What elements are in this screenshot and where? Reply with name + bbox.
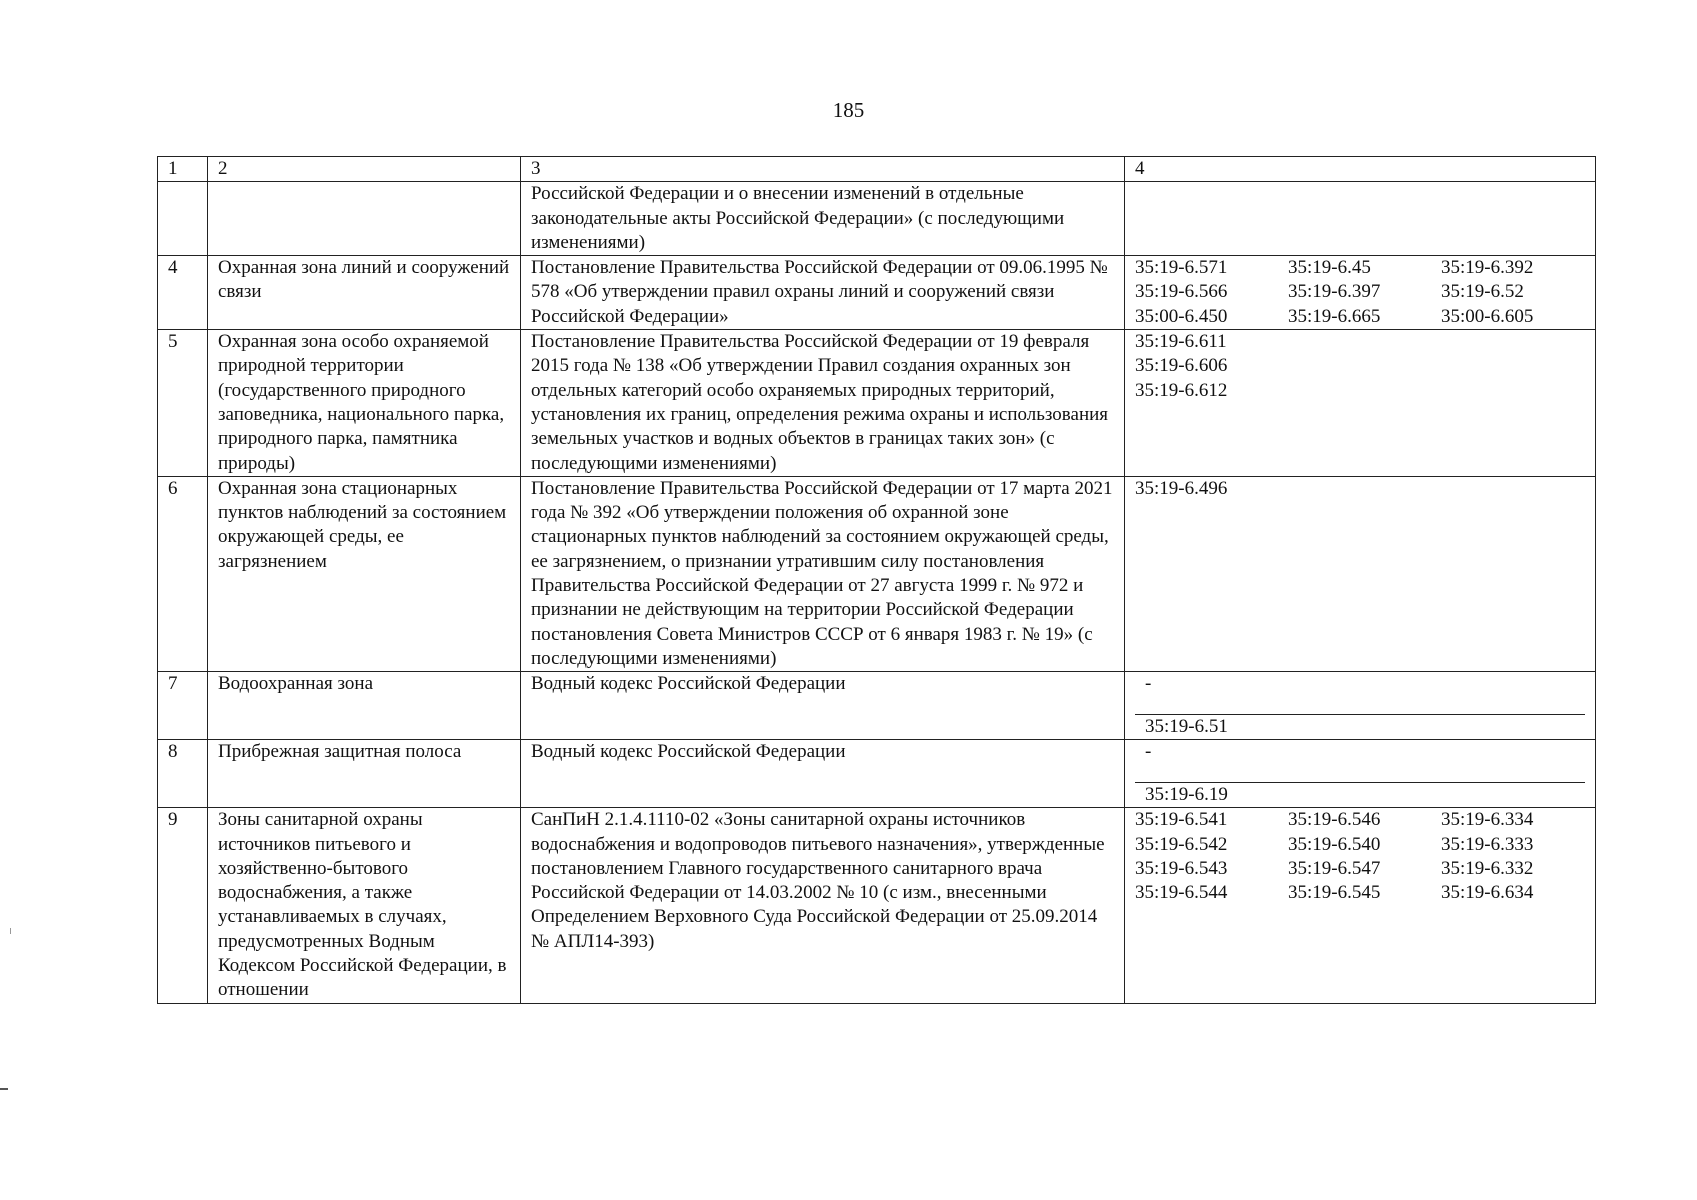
law-reference: Постановление Правительства Российской Федерации от 19 февраля 2015 года № 138 «Об утверждении Правил создания охранных зон отдельных категорий особо охраняемых природных территорий, установления их границ, определения режима охраны и использования земельных участков и водных объектов в границах таких зон» (с последующими изменениями) bbox=[521, 330, 1125, 477]
zone-code: 35:19-6.571 bbox=[1135, 257, 1228, 279]
table-header-row bbox=[158, 157, 1596, 182]
zone-code: 35:19-6.546 bbox=[1288, 809, 1381, 831]
zone-code: 35:19-6.392 bbox=[1441, 257, 1534, 279]
zone-name: Прибрежная защитная полоса bbox=[208, 740, 521, 808]
zone-code: 35:19-6.612 bbox=[1135, 379, 1228, 401]
zone-codes bbox=[1125, 256, 1596, 330]
zone-name: Водоохранная зона bbox=[208, 672, 521, 740]
zone-code: 35:19-6.51 bbox=[1145, 716, 1228, 738]
table-row bbox=[158, 740, 1596, 808]
zone-code: 35:19-6.333 bbox=[1441, 833, 1534, 855]
law-reference: СанПиН 2.1.4.1110-02 «Зоны санитарной охраны источников водоснабжения и водопроводов питьевого назначения», утвержденные постановлением Главного государственного санитарного врача Российской Федерации от 14.03.2002 № 10 (с изм., внесенными Определением Верховного Суда Российской Федерации от 25.09.2014 № АПЛ14-393) bbox=[521, 808, 1125, 1003]
scan-edge-mark bbox=[10, 928, 11, 934]
zone-code: 35:19-6.543 bbox=[1135, 857, 1228, 879]
zone-code: 35:19-6.52 bbox=[1441, 281, 1524, 303]
row-number: 7 bbox=[158, 672, 208, 740]
zone-code: 35:19-6.606 bbox=[1135, 355, 1228, 377]
zone-code: 35:19-6.45 bbox=[1288, 257, 1371, 279]
row-number: 6 bbox=[158, 476, 208, 671]
zone-code: - bbox=[1135, 672, 1585, 715]
zone-code: 35:19-6.634 bbox=[1441, 882, 1534, 904]
zone-code: 35:19-6.665 bbox=[1288, 305, 1381, 327]
zone-code: 35:19-6.541 bbox=[1135, 809, 1228, 831]
zone-codes bbox=[1125, 476, 1596, 671]
page-number: 185 bbox=[832, 98, 865, 122]
header-col-1: 1 bbox=[158, 157, 208, 182]
zone-code: 35:19-6.334 bbox=[1441, 809, 1534, 831]
zone-code: 35:19-6.545 bbox=[1288, 882, 1381, 904]
zone-code: 35:19-6.540 bbox=[1288, 833, 1381, 855]
zone-code: 35:19-6.397 bbox=[1288, 281, 1381, 303]
zone-code: 35:19-6.19 bbox=[1145, 784, 1228, 806]
table-row bbox=[158, 330, 1596, 477]
header-col-2: 2 bbox=[208, 157, 521, 182]
zone-code: 35:19-6.566 bbox=[1135, 281, 1228, 303]
law-reference: Постановление Правительства Российской Федерации от 09.06.1995 № 578 «Об утверждении правил охраны линий и сооружений связи Российской Федерации» bbox=[521, 256, 1125, 330]
zone-code: - bbox=[1135, 740, 1585, 783]
table-row bbox=[158, 808, 1596, 1003]
table-row bbox=[158, 672, 1596, 740]
table-row bbox=[158, 476, 1596, 671]
row-number: 9 bbox=[158, 808, 208, 1003]
zone-codes bbox=[1125, 740, 1596, 808]
zone-codes bbox=[1125, 330, 1596, 477]
zone-codes bbox=[1125, 672, 1596, 740]
zone-code: 35:19-6.547 bbox=[1288, 857, 1381, 879]
zone-code: 35:00-6.605 bbox=[1441, 305, 1534, 327]
header-col-3: 3 bbox=[521, 157, 1125, 182]
zone-codes bbox=[1125, 808, 1596, 1003]
table-row-continuation bbox=[158, 182, 1596, 256]
zone-name: Зоны санитарной охраны источников питьевого и хозяйственно-бытового водоснабжения, а также устанавливаемых в случаях, предусмотренных Водным Кодексом Российской Федерации, в отношении bbox=[208, 808, 521, 1003]
zone-code: 35:19-6.496 bbox=[1135, 477, 1228, 499]
header-col-4: 4 bbox=[1125, 157, 1596, 182]
row-number: 4 bbox=[158, 256, 208, 330]
zone-name: Охранная зона особо охраняемой природной территории (государственного природного заповедника, национального парка, природного парка, памятника природы) bbox=[208, 330, 521, 477]
zone-name: Охранная зона стационарных пунктов наблюдений за состоянием окружающей среды, ее загрязнением bbox=[208, 476, 521, 671]
zones-table bbox=[157, 156, 1596, 1004]
table-row bbox=[158, 256, 1596, 330]
row-number: 8 bbox=[158, 740, 208, 808]
zone-code: 35:19-6.611 bbox=[1135, 331, 1227, 353]
zone-name: Охранная зона линий и сооружений связи bbox=[208, 256, 521, 330]
zone-code: 35:19-6.332 bbox=[1441, 857, 1534, 879]
law-reference: Водный кодекс Российской Федерации bbox=[521, 672, 1125, 740]
zone-code: 35:19-6.544 bbox=[1135, 882, 1228, 904]
scan-edge-mark bbox=[0, 1088, 8, 1090]
law-reference: Постановление Правительства Российской Федерации от 17 марта 2021 года № 392 «Об утверждении положения об охранной зоне стационарных пунктов наблюдений за состоянием окружающей среды, ее загрязнением, о признании утратившим силу постановления Правительства Российской Федерации от 27 августа 1999 г. № 972 и признании не действующим на территории Российской Федерации постановления Совета Министров СССР от 6 января 1983 г. № 19» (с последующими изменениями) bbox=[521, 476, 1125, 671]
zone-code: 35:00-6.450 bbox=[1135, 305, 1228, 327]
continuation-law-text: Российской Федерации и о внесении изменений в отдельные законодательные акты Российской Федерации» (с последующими изменениями) bbox=[521, 182, 1125, 256]
law-reference: Водный кодекс Российской Федерации bbox=[521, 740, 1125, 808]
row-number: 5 bbox=[158, 330, 208, 477]
zone-code: 35:19-6.542 bbox=[1135, 833, 1228, 855]
